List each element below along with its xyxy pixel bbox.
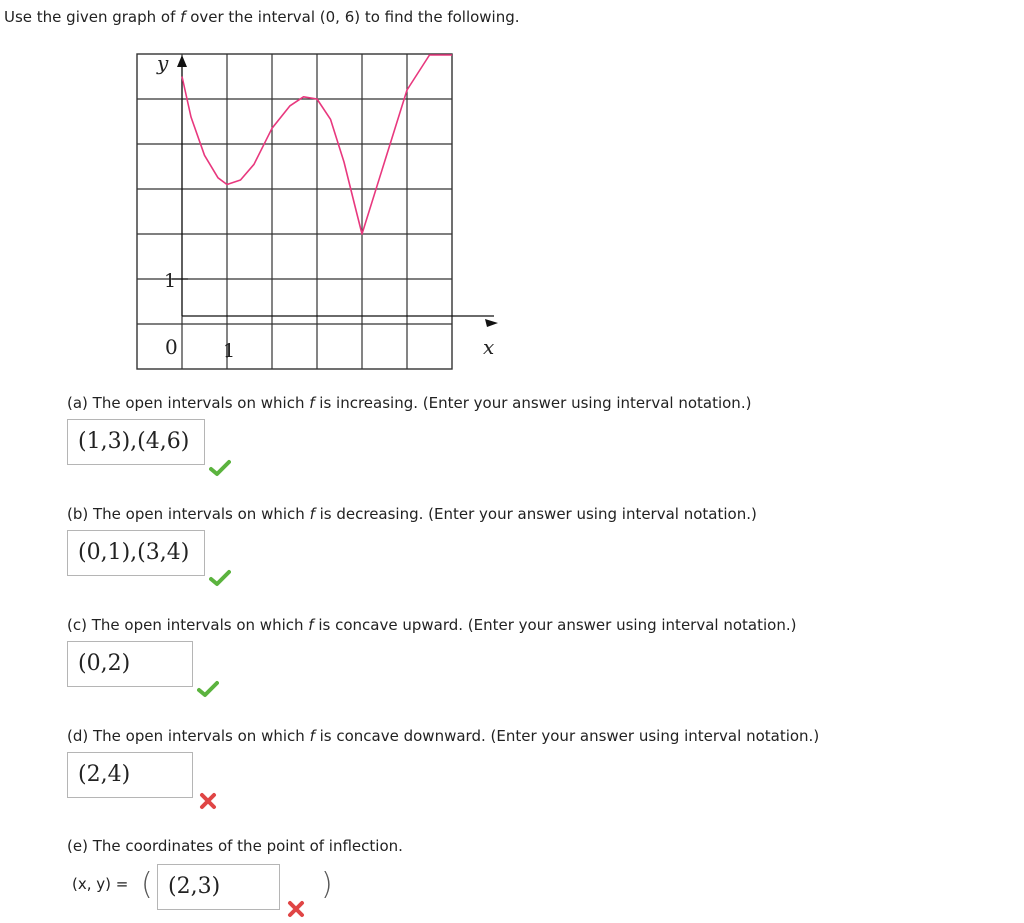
question-e-text: (e) The coordinates of the point of inflection. bbox=[67, 837, 403, 855]
y-axis-arrow-icon bbox=[177, 55, 187, 67]
x-tick-label-1: 1 bbox=[223, 340, 236, 362]
x-axis-label: x bbox=[483, 335, 495, 359]
question-a bbox=[67, 394, 751, 412]
answer-a-input[interactable]: (1,3),(4,6) bbox=[67, 419, 205, 465]
question-c bbox=[67, 616, 796, 634]
open-paren: ( bbox=[141, 867, 153, 902]
origin-label: 0 bbox=[165, 335, 178, 359]
question-d-function-symbol: f bbox=[309, 727, 315, 745]
question-a-suffix: is increasing. (Enter your answer using interval notation.) bbox=[314, 394, 752, 412]
question-d-prefix: (d) The open intervals on which bbox=[67, 727, 310, 745]
question-d-suffix: is concave downward. (Enter your answer using interval notation.) bbox=[314, 727, 820, 745]
graph-labels bbox=[156, 51, 494, 362]
graph-axes bbox=[172, 55, 498, 358]
problem-statement bbox=[4, 8, 520, 26]
answer-d-input[interactable]: (2,4) bbox=[67, 752, 193, 798]
question-e bbox=[67, 837, 403, 855]
question-b-function-symbol: f bbox=[309, 505, 315, 523]
question-a-prefix: (a) The open intervals on which bbox=[67, 394, 310, 412]
problem-statement-after: over the interval (0, 6) to find the following. bbox=[185, 8, 520, 26]
check-icon bbox=[197, 680, 219, 698]
question-c-function-symbol: f bbox=[308, 616, 314, 634]
coordinate-label: (x, y) = bbox=[72, 875, 129, 893]
check-icon bbox=[209, 459, 231, 477]
y-tick-label-1: 1 bbox=[164, 270, 177, 292]
grid-border bbox=[137, 54, 452, 369]
problem-statement-before: Use the given graph of bbox=[4, 8, 181, 26]
x-axis-arrow-icon bbox=[485, 319, 498, 327]
question-a-function-symbol: f bbox=[309, 394, 315, 412]
question-b-suffix: is decreasing. (Enter your answer using interval notation.) bbox=[314, 505, 757, 523]
question-b-prefix: (b) The open intervals on which bbox=[67, 505, 310, 523]
close-paren: ) bbox=[321, 867, 333, 902]
question-b bbox=[67, 505, 757, 523]
check-icon bbox=[209, 569, 231, 587]
function-symbol: f bbox=[180, 8, 186, 26]
question-c-suffix: is concave upward. (Enter your answer using interval notation.) bbox=[313, 616, 797, 634]
answer-c-input[interactable]: (0,2) bbox=[67, 641, 193, 687]
question-c-prefix: (c) The open intervals on which bbox=[67, 616, 309, 634]
function-graph bbox=[130, 44, 502, 374]
question-d bbox=[67, 727, 819, 745]
answer-b-input[interactable]: (0,1),(3,4) bbox=[67, 530, 205, 576]
cross-icon bbox=[197, 792, 219, 810]
answer-e-input[interactable]: (2,3) bbox=[157, 864, 280, 910]
y-axis-label: y bbox=[157, 51, 169, 75]
graph-grid bbox=[137, 54, 452, 369]
cross-icon bbox=[285, 900, 307, 918]
